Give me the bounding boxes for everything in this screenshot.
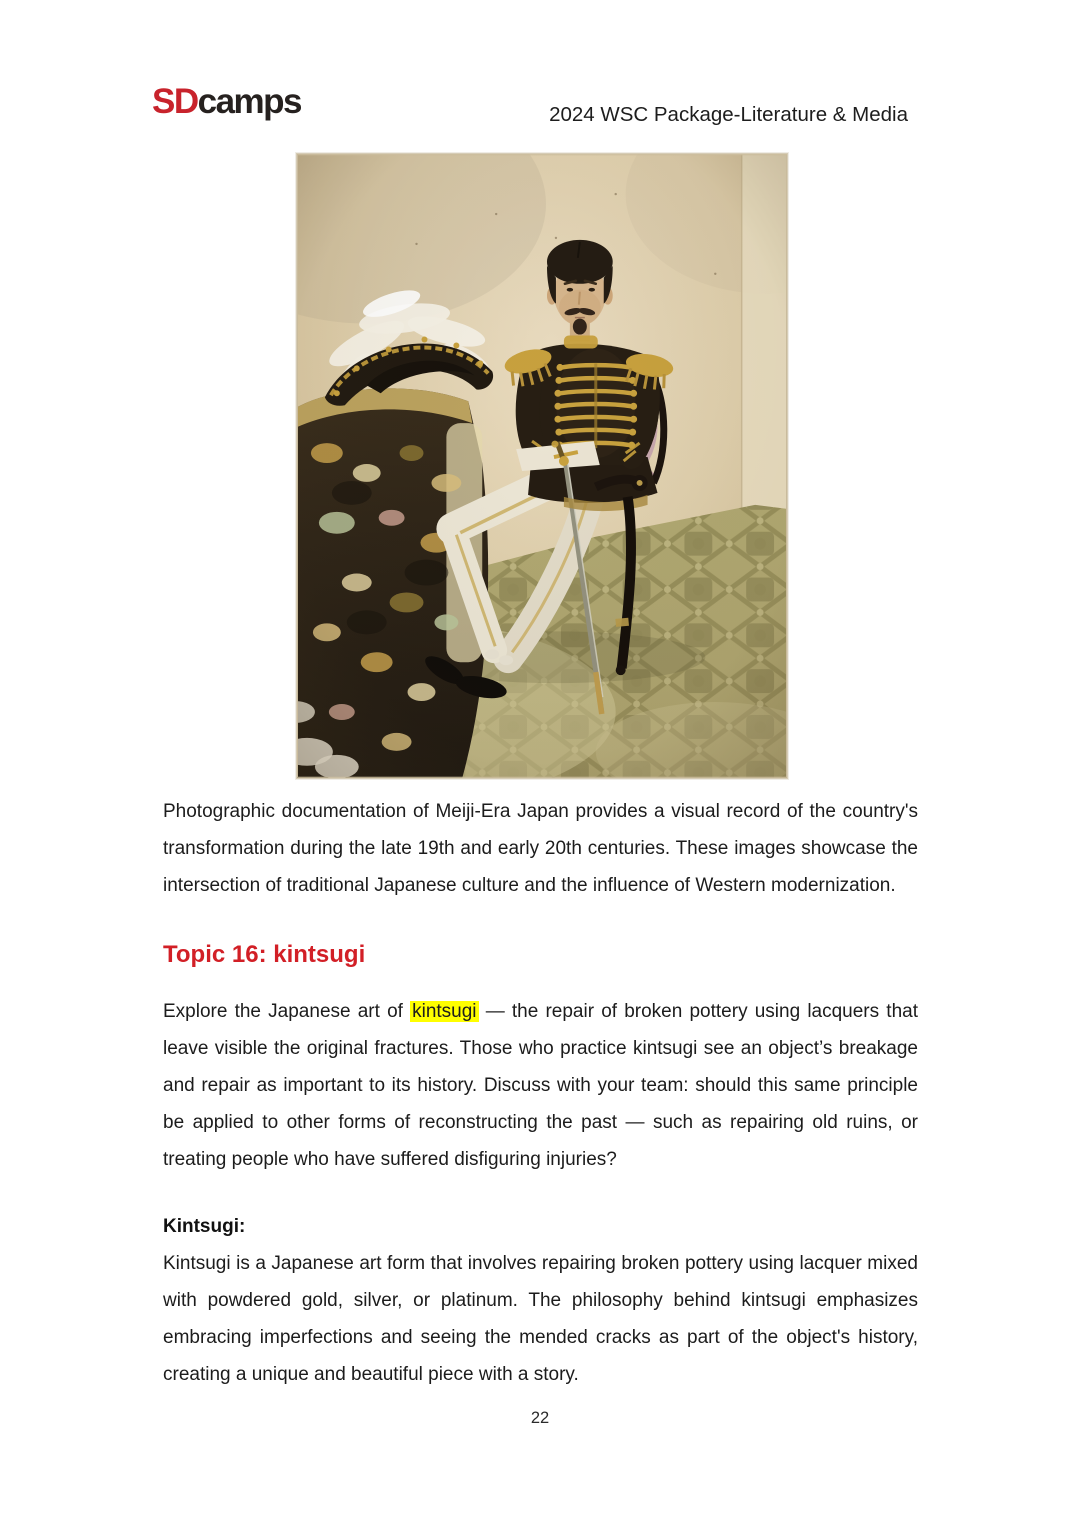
kintsugi-highlight: kintsugi [412,1001,477,1022]
explore-text-post: — the repair of broken pottery using lacquers that leave visible the original fractures. Those who practice kintsugi see an object’s breakage and repair as important to its history. Discuss with your team: should this same principle be applied to other forms of reconstructing the past — such as repairing old ruins, or treating people who have suffered disfiguring injuries? [163,1001,918,1170]
meiji-portrait-photo [296,153,788,779]
meiji-portrait-illustration [297,154,787,778]
logo-sd: SD [152,82,198,121]
explore-paragraph [163,993,918,1178]
explore-text-pre: Explore the Japanese art of [163,1001,411,1022]
logo-camps: camps [197,82,302,121]
photo-vignette [297,154,787,777]
kintsugi-paragraph: Kintsugi is a Japanese art form that involves repairing broken pottery using lacquer mixed with powdered gold, silver, or platinum. The philosophy behind kintsugi emphasizes embracing imperfections and seeing the mended cracks as part of the object's history, creating a unique and beautiful piece with a story. [163,1253,918,1385]
document-header-title: 2024 WSC Package-Literature & Media [549,103,908,126]
topic-16-heading: Topic 16: kintsugi [163,941,366,968]
page-number: 22 [530,1409,550,1427]
kintsugi-label: Kintsugi: [163,1216,246,1237]
sdcamps-logo [152,84,301,119]
intro-paragraph: Photographic documentation of Meiji-Era Japan provides a visual record of the country's transformation during the late 19th and early 20th centuries. These images showcase the intersection of traditional Japanese culture and the influence of Western modernization. [163,801,918,896]
